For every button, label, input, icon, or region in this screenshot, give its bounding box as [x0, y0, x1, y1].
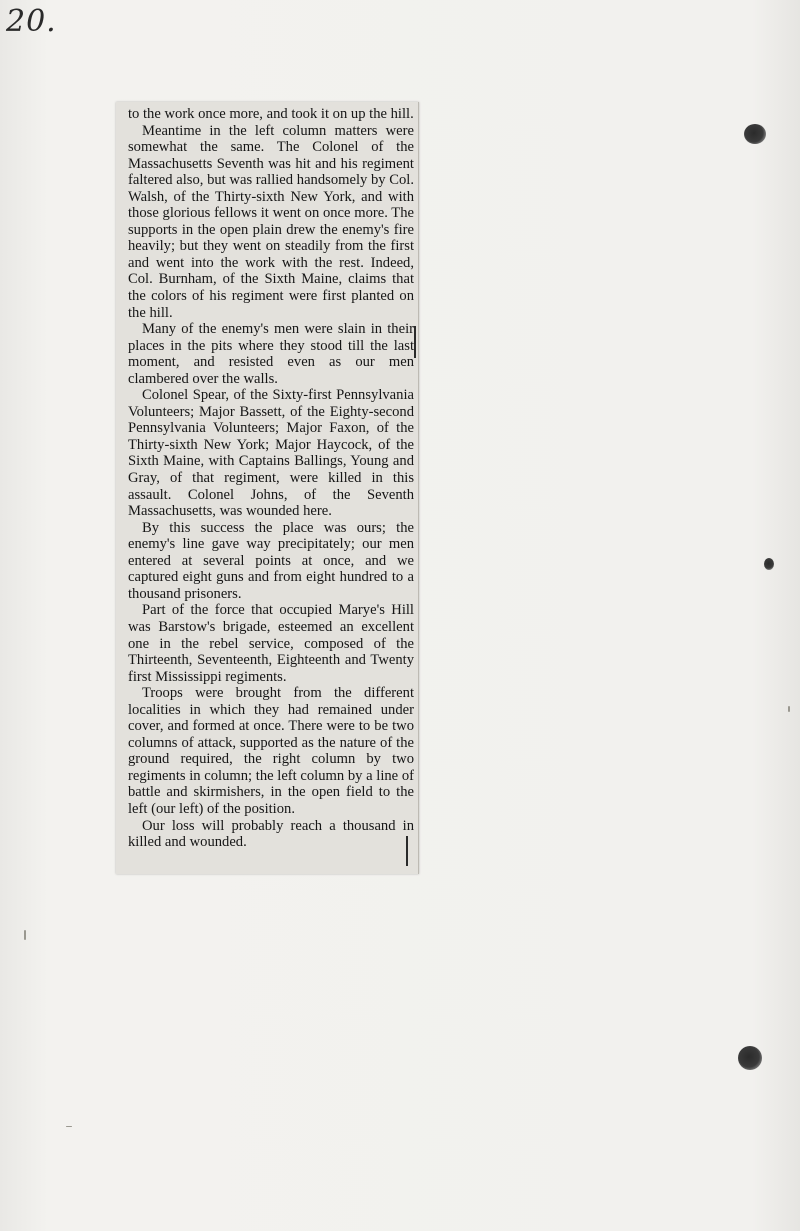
paragraph-8: Our loss will probably reach a thousand in killed and wounded. [128, 817, 414, 851]
binder-hole-middle [764, 558, 774, 570]
binder-hole-top [744, 124, 766, 144]
paragraph-3: Many of the enemy's men were slain in their places in the pits where they stood till the last moment, and resisted even as our men clambered over the walls. [128, 321, 414, 387]
paragraph-4: Colonel Spear, of the Sixty-first Pennsylvania Volunteers; Major Bassett, of the Eighty-second Pennsylvania Volunteers; Major Faxon, of the Thirty-sixth New York; Major Haycock, of the Sixth Maine, with Captains Ballings, Young and Gray, of that regiment, were killed in this assault. Colonel Johns, of the Seventh Massachusetts, was wounded here. [128, 387, 414, 520]
paragraph-1: to the work once more, and took it on up the hill. [128, 106, 414, 122]
page-number: 20. [6, 4, 57, 39]
paper-speck [66, 1126, 72, 1127]
newspaper-clipping [116, 102, 419, 874]
column-rule-upper [414, 326, 416, 358]
paragraph-6: Part of the force that occupied Marye's Hill was Barstow's brigade, esteemed an excellent one in the rebel service, composed of the Thirteenth, Seventeenth, Eighteenth and Twenty first Mississippi regiments. [128, 602, 414, 685]
clipping-text [128, 106, 414, 851]
paragraph-2: Meantime in the left column matters were somewhat the same. The Colonel of the Massachusetts Seventh was hit and his regiment faltered also, but was rallied handsomely by Col. Walsh, of the Thirty-sixth New York, and with those glorious fellows it went on once more. The supports in the open plain drew the enemy's fire heavily; but they went on steadily from the first and went into the work with the rest. Indeed, Col. Burnham, of the Sixth Maine, claims that the colors of his regiment were first planted on the hill. [128, 122, 414, 321]
paper-speck [24, 930, 26, 940]
paper-speck [788, 706, 790, 712]
paragraph-7: Troops were brought from the different localities in which they had remained under cover, and formed at once. There were to be two columns of attack, supported as the nature of the ground required, the right column by two regiments in column; the left column by a line of battle and skirmishers, in the open field to the left (our left) of the position. [128, 685, 414, 817]
column-rule-lower [406, 836, 408, 866]
binder-hole-bottom [738, 1046, 762, 1070]
paragraph-5: By this success the place was ours; the enemy's line gave way precipitately; our men entered at several points at once, and we captured eight guns and from eight hundred to a thousand prisoners. [128, 519, 414, 602]
